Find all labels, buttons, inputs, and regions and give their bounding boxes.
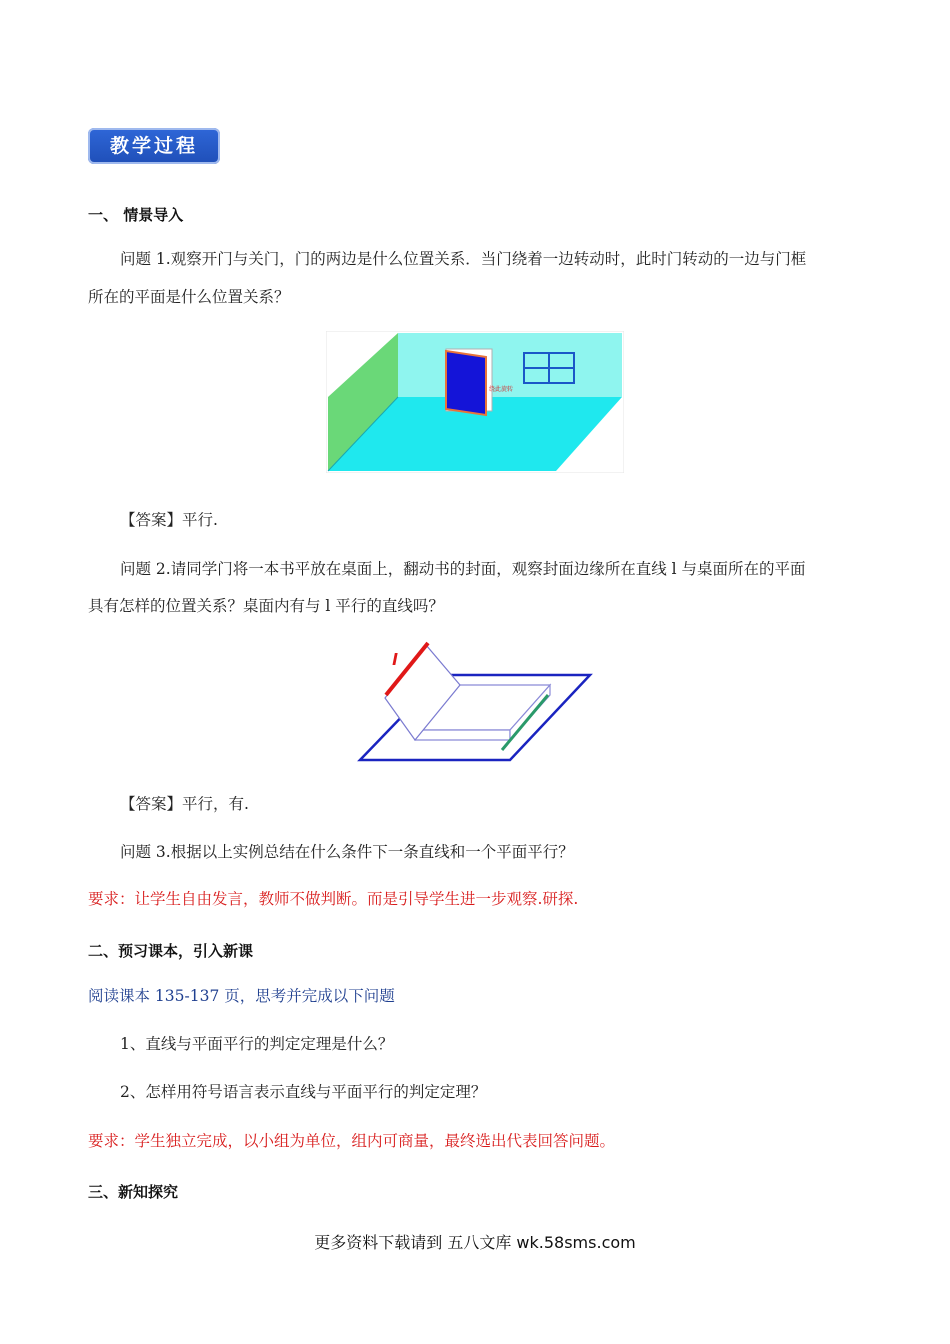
rotation-axis-label: 绕此旋转 [489, 386, 514, 393]
question-2-line-2: 具有怎样的位置关系？桌面内有与 l 平行的直线吗？ [88, 597, 444, 615]
requirement-1: 要求：让学生自由发言，教师不做判断。而是引导学生进一步观察.研探. [88, 890, 579, 908]
book-plane-figure [350, 640, 600, 765]
requirement-2: 要求：学生独立完成，以小组为单位，组内可商量，最终选出代表回答问题。 [88, 1132, 616, 1150]
question-1-line-1: 问题 1.观察开门与关门，门的两边是什么位置关系．当门绕着一边转动时，此时门转动的一边与门框 [120, 250, 807, 268]
prompt-item-2: 2、怎样用符号语言表示直线与平面平行的判定定理？ [120, 1083, 487, 1101]
question-3: 问题 3.根据以上实例总结在什么条件下一条直线和一个平面平行？ [120, 843, 574, 861]
section-heading-2: 二、预习课本，引入新课 [88, 942, 254, 960]
prompt-item-1: 1、直线与平面平行的判定定理是什么？ [120, 1035, 394, 1053]
footer-text: 更多资料下载请到 五八文库 wk.58sms.com [314, 1233, 636, 1252]
question-2-line-1: 问题 2.请同学门将一本书平放在桌面上，翻动书的封面，观察封面边缘所在直线 l 与桌面所在的平面 [120, 560, 806, 578]
section-heading-3: 三、新知探究 [88, 1183, 179, 1201]
reading-instruction: 阅读课本 135-137 页，思考并完成以下问题 [88, 987, 395, 1005]
answer-1: 【答案】平行. [120, 511, 218, 529]
question-1-line-2: 所在的平面是什么位置关系？ [88, 288, 290, 306]
section-badge: 教学过程 [88, 128, 220, 164]
line-l-label: l [392, 650, 398, 669]
answer-2: 【答案】平行，有. [120, 795, 249, 813]
room-door-figure [326, 331, 624, 473]
section-heading-1: 一、 情景导入 [88, 206, 184, 224]
